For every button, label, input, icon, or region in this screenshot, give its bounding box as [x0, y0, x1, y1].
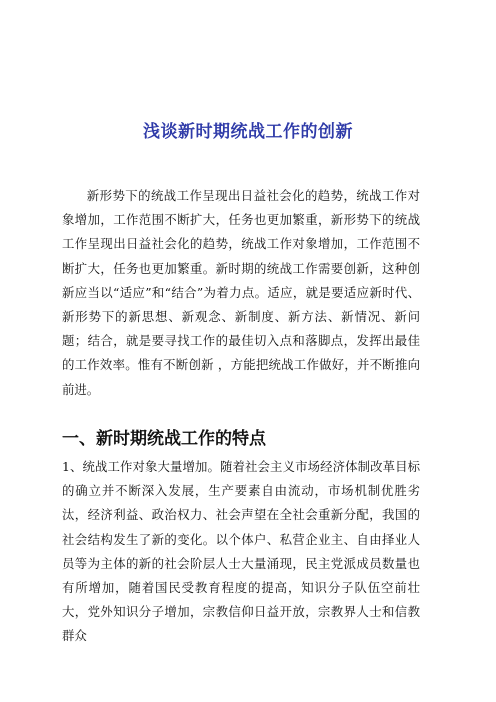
- document-title: 浅谈新时期统战工作的创新: [143, 122, 353, 142]
- section-heading: 一、新时期统战工作的特点: [62, 429, 266, 449]
- intro-paragraph: 新形势下的统战工作呈现出日益社会化的趋势，统战工作对象增加，工作范围不断扩大，任务也更加繁重，新形势下的统战工作呈现出日益社会化的趋势，统战工作对象增加，工作范围不断扩大，任务也更加繁重。新时期的统战工作需要创新，这种创新应当以“适应”和“结合”为着力点。适应，就是要适应新时代、新形势下的新思想、新观念、新制度、新方法、新情况、新问题；结合，就是要寻找工作的最佳切入点和落脚点，发挥出最佳的工作效率。惟有不断创新 ，方能把统战工作做好，并不断推向前进。: [62, 188, 420, 397]
- section-paragraph: 1、统战工作对象大量增加。随着社会主义市场经济体制改革目标的确立并不断深入发展，生产要素自由流动，市场机制优胜劣汰，经济利益、政治权力、社会声望在全社会重新分配，我国的社会结构发生了新的变化。以个体户、私营企业主、自由择业人员等为主体的新的社会阶层人士大量涌现，民主党派成员数量也有所增加，随着国民受教育程度的提高，知识分子队伍空前壮大，党外知识分子增加，宗教信仰日益开放，宗教界人士和信教群众: [62, 459, 420, 644]
